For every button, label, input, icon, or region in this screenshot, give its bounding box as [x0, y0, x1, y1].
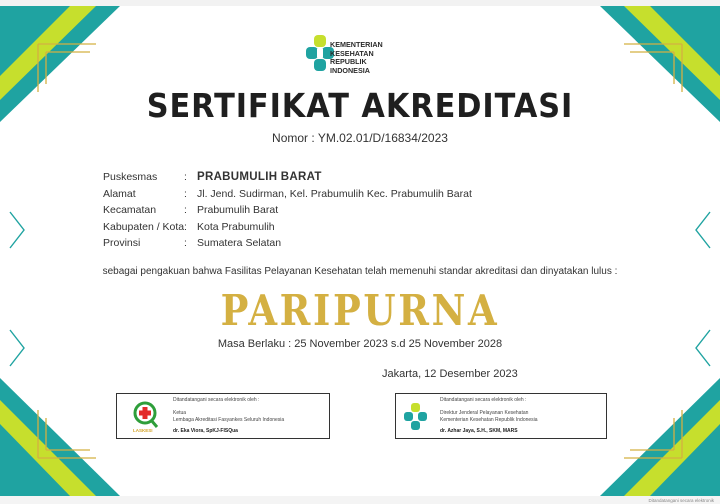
field-separator: :: [184, 237, 187, 250]
signer-name: dr. Azhar Jaya, S.H., SKM, MARS: [440, 428, 518, 434]
field-separator: :: [184, 220, 187, 233]
ministry-name: [330, 41, 383, 75]
ministry-line: KEMENTERIAN: [330, 40, 383, 49]
field-row-kabupaten: [103, 219, 472, 236]
field-label: Kecamatan: [103, 204, 157, 217]
field-row-alamat: [103, 186, 472, 203]
field-value: Jl. Jend. Sudirman, Kel. Prabumulih Kec. Prabumulih Barat: [197, 187, 472, 200]
signer-role: Lembaga Akreditasi Fasyankes Seluruh Indonesia: [173, 417, 285, 423]
signer-role: Ketua: [173, 410, 187, 416]
field-value: PRABUMULIH BARAT: [197, 171, 322, 184]
field-value: Prabumulih Barat: [197, 204, 279, 217]
field-value: Kota Prabumulih: [197, 220, 275, 233]
laskesi-logo-text: LASKESI: [133, 428, 153, 433]
footer-note: Ditandatangani secara elektronik: [648, 498, 714, 503]
signature-box-left: [116, 393, 330, 439]
signature-box-right: [395, 393, 607, 439]
ministry-small-logo-icon: [402, 402, 434, 432]
field-separator: :: [184, 187, 187, 200]
field-value: Sumatera Selatan: [197, 237, 282, 250]
field-separator: :: [184, 171, 187, 184]
place-date: Jakarta, 12 Desember 2023: [382, 368, 518, 380]
accreditation-grade: PARIPURNA: [220, 286, 500, 335]
field-row-puskesmas: [103, 169, 472, 186]
ministry-line: KESEHATAN: [330, 48, 374, 58]
field-label: Kabupaten / Kota: [103, 220, 185, 233]
validity-period: Masa Berlaku : 25 November 2023 s.d 25 November 2028: [217, 338, 503, 350]
field-separator: :: [184, 204, 187, 217]
facility-details: [103, 169, 472, 252]
field-label: Puskesmas: [103, 171, 158, 184]
ministry-line: REPUBLIK: [330, 57, 367, 67]
certificate-title: SERTIFIKAT AKREDITASI: [146, 86, 574, 125]
signed-label: Ditandatangani secara elektronik oleh :: [440, 397, 527, 403]
signer-name: dr. Eka Viora, SpKJ-FISQua: [173, 428, 238, 434]
signer-role: Kementerian Kesehatan Republik Indonesia: [440, 417, 538, 423]
signed-label: Ditandatangani secara elektronik oleh :: [173, 397, 260, 403]
signer-role: Direktur Jenderal Pelayanan Kesehatan: [440, 410, 529, 416]
certificate-number: Nomor : YM.02.01/D/16834/2023: [272, 131, 448, 145]
ministry-line: INDONESIA: [330, 65, 370, 75]
field-row-provinsi: [103, 235, 472, 252]
field-label: Alamat: [103, 187, 136, 200]
field-row-kecamatan: [103, 202, 472, 219]
accreditation-statement: sebagai pengakuan bahwa Fasilitas Pelayanan Kesehatan telah memenuhi standar akreditasi dan dinyatakan lulus :: [102, 266, 618, 277]
field-label: Provinsi: [103, 237, 141, 250]
